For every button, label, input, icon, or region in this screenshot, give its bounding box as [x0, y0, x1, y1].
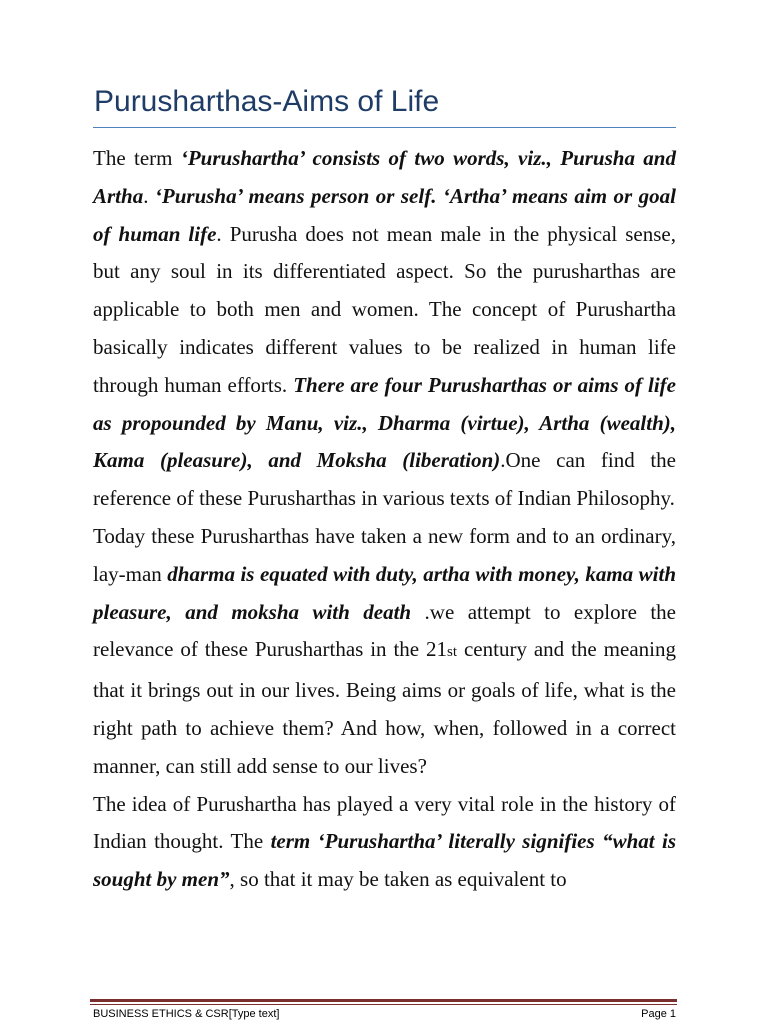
title-underline: [93, 127, 676, 128]
text-segment: The term: [93, 146, 181, 170]
emphasized-text: ‘Purushartha’ consists of two words, viz., Purusha and Artha: [93, 146, 676, 208]
emphasized-text: term ‘Purushartha’ literally signifies “what is sought by men”: [93, 829, 677, 892]
text-segment: Today these Purusharthas have taken a new form and to an ordinary, lay-man: [93, 523, 676, 586]
page-title: Purusharthas-Aims of Life: [94, 85, 440, 118]
text-segment: .One can find the reference of these Purusharthas in various texts of Indian Philosophy.: [93, 448, 676, 511]
footer-rule-thin: [90, 1004, 677, 1005]
text-segment: , so that it may be taken as equivalent to: [229, 867, 567, 892]
text-segment: century and the meaning that it brings out in our lives. Being aims or goals of life, what is the right path to achieve them? And how, when, followed in a correct manner, can still add sense to our lives?: [93, 637, 676, 778]
text-segment: .: [143, 183, 155, 208]
paragraph: [93, 518, 676, 786]
footer-rule: [90, 999, 677, 1002]
text-segment: The idea of Purushartha has played a very vital role in the history of Indian thought. The: [93, 791, 676, 854]
emphasized-text: dharma is equated with duty, artha with money, kama with pleasure, and moksha with death: [93, 561, 676, 624]
text-segment: . Purusha does not mean male in the physical sense, but any soul in its differentiated aspect. So the purusharthas are applicable to both men and women. The concept of Purushartha basically indicates different values to be realized in human life through human efforts.: [93, 221, 676, 397]
footer-left-text: BUSINESS ETHICS & CSR[Type text]: [93, 1008, 280, 1020]
emphasized-text: There are four Purusharthas or aims of life as propounded by Manu, viz., Dharma (virtue), Artha (wealth), Kama (pleasure), and Moksha (liberation): [93, 372, 676, 473]
ordinal-suffix: st: [447, 644, 458, 661]
text-segment: .we attempt to explore the relevance of these Purusharthas in the 21: [93, 599, 676, 662]
emphasized-text: ‘Purusha’ means person or self. ‘Artha’ means aim or goal of human life: [93, 183, 676, 246]
page-number: Page 1: [641, 1008, 676, 1020]
paragraph: [93, 140, 676, 518]
paragraph: [93, 786, 676, 899]
body-text: [93, 140, 676, 899]
